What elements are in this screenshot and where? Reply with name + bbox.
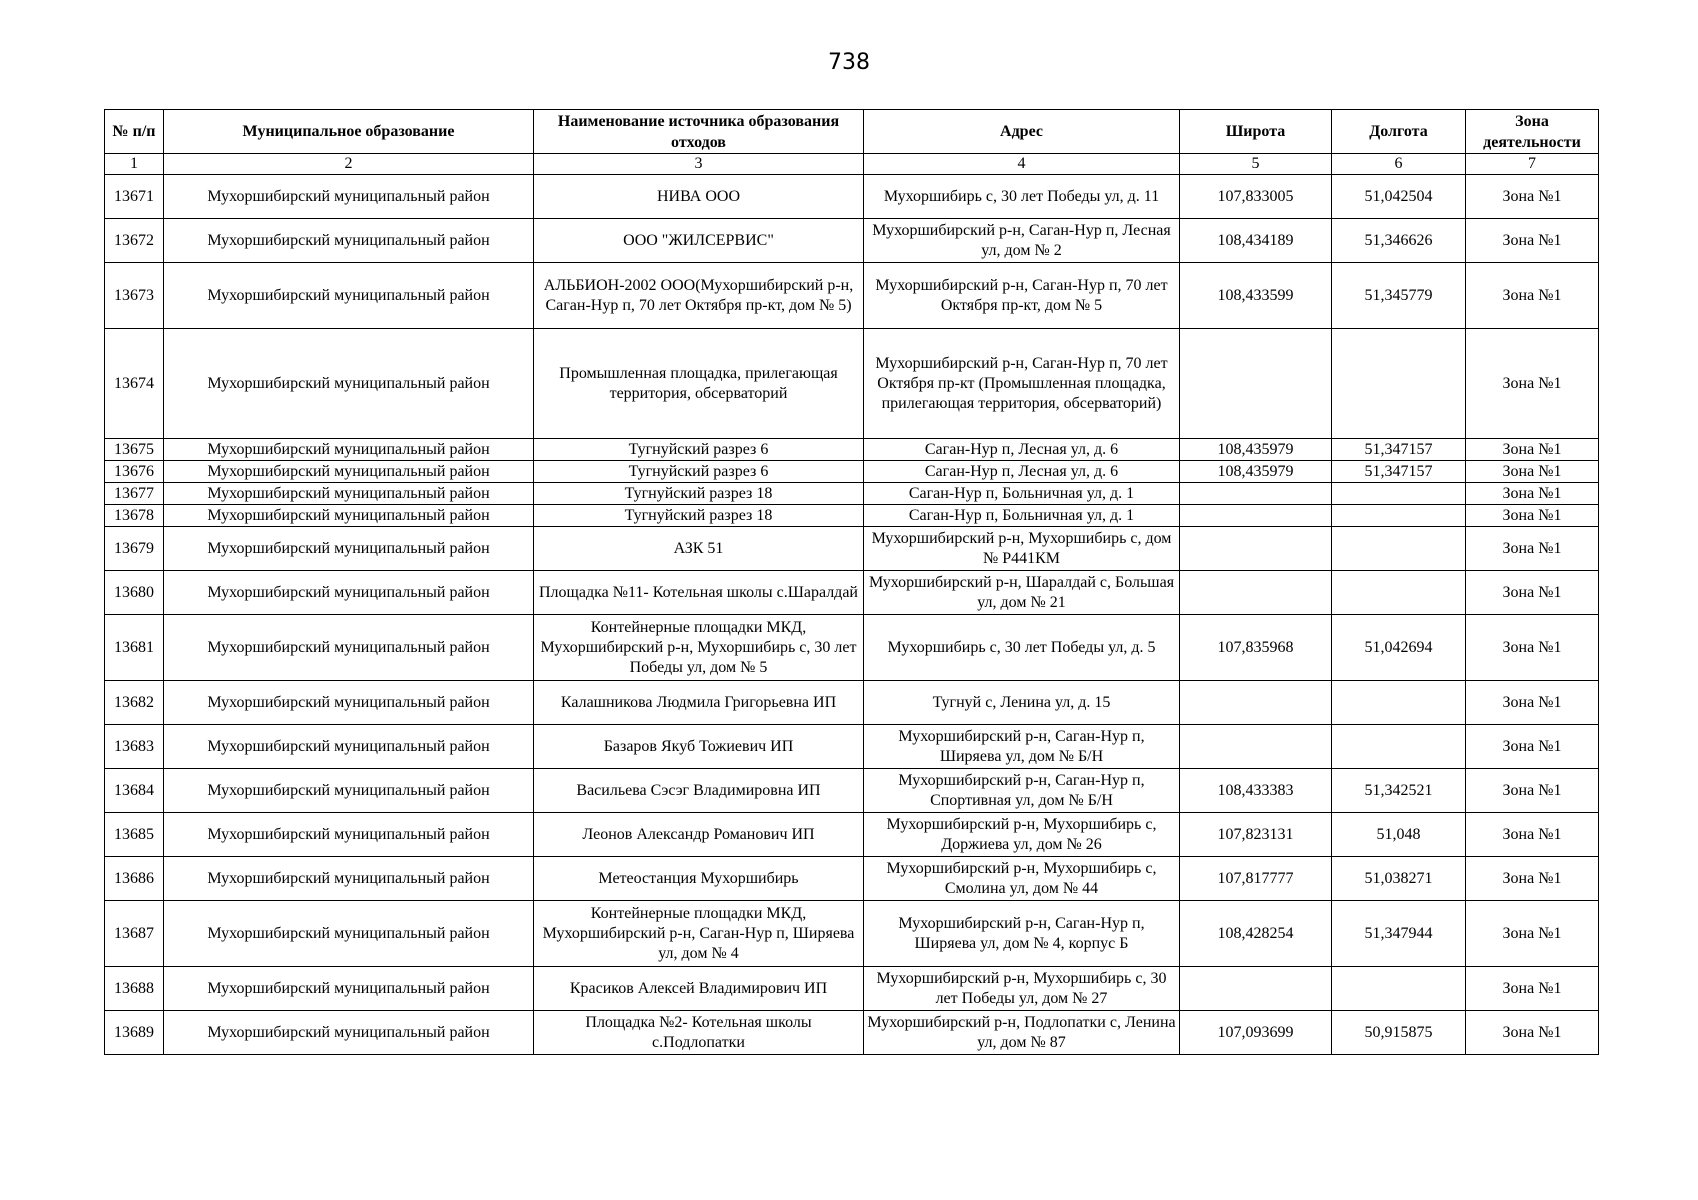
cell-latitude: 107,817777 [1180,857,1332,901]
cell-zone: Зона №1 [1466,1011,1599,1055]
cell-number: 13673 [105,263,164,329]
cell-source-name: Контейнерные площадки МКД, Мухоршибирский р-н, Саган-Нур п, Ширяева ул, дом № 4 [534,901,864,967]
cell-number: 13683 [105,725,164,769]
cell-zone: Зона №1 [1466,901,1599,967]
column-number: 2 [164,154,534,175]
cell-latitude: 108,435979 [1180,439,1332,461]
column-number: 4 [864,154,1180,175]
cell-municipality: Мухоршибирский муниципальный район [164,901,534,967]
cell-number: 13686 [105,857,164,901]
cell-source-name: Тугнуйский разрез 18 [534,505,864,527]
cell-number: 13682 [105,681,164,725]
cell-address: Мухоршибирский р-н, Саган-Нур п, Лесная ул, дом № 2 [864,219,1180,263]
table-row [105,901,1599,967]
cell-municipality: Мухоршибирский муниципальный район [164,1011,534,1055]
cell-longitude: 51,347157 [1332,439,1466,461]
column-number-row [105,154,1599,175]
cell-number: 13689 [105,1011,164,1055]
cell-zone: Зона №1 [1466,769,1599,813]
cell-municipality: Мухоршибирский муниципальный район [164,571,534,615]
cell-municipality: Мухоршибирский муниципальный район [164,769,534,813]
table-row [105,681,1599,725]
cell-source-name: АЛЬБИОН-2002 ООО(Мухоршибирский р-н, Саган-Нур п, 70 лет Октября пр-кт, дом № 5) [534,263,864,329]
header-cell-zone: Зона деятельности [1466,110,1599,154]
cell-source-name: Контейнерные площадки МКД, Мухоршибирский р-н, Мухоршибирь с, 30 лет Победы ул, дом № 5 [534,615,864,681]
cell-municipality: Мухоршибирский муниципальный район [164,263,534,329]
cell-number: 13671 [105,175,164,219]
cell-longitude [1332,527,1466,571]
cell-address: Саган-Нур п, Лесная ул, д. 6 [864,461,1180,483]
cell-address: Мухоршибирь с, 30 лет Победы ул, д. 5 [864,615,1180,681]
cell-municipality: Мухоршибирский муниципальный район [164,505,534,527]
column-number: 1 [105,154,164,175]
cell-latitude: 107,823131 [1180,813,1332,857]
header-cell-source-name: Наименование источника образования отходов [534,110,864,154]
cell-zone: Зона №1 [1466,813,1599,857]
header-cell-number: № п/п [105,110,164,154]
cell-address: Мухоршибирский р-н, Мухоршибирь с, Доржиева ул, дом № 26 [864,813,1180,857]
cell-latitude: 108,433383 [1180,769,1332,813]
cell-municipality: Мухоршибирский муниципальный район [164,439,534,461]
cell-latitude: 108,433599 [1180,263,1332,329]
cell-address: Тугнуй с, Ленина ул, д. 15 [864,681,1180,725]
cell-municipality: Мухоршибирский муниципальный район [164,483,534,505]
cell-latitude [1180,571,1332,615]
column-number: 5 [1180,154,1332,175]
cell-number: 13678 [105,505,164,527]
cell-address: Саган-Нур п, Лесная ул, д. 6 [864,439,1180,461]
cell-number: 13675 [105,439,164,461]
page-number: 738 [828,50,870,75]
cell-number: 13679 [105,527,164,571]
cell-longitude [1332,483,1466,505]
table-row [105,329,1599,439]
cell-source-name: ООО "ЖИЛСЕРВИС" [534,219,864,263]
waste-sources-table [104,109,1599,1055]
header-row [105,110,1599,154]
cell-source-name: Площадка №11- Котельная школы с.Шаралдай [534,571,864,615]
table-row [105,439,1599,461]
cell-source-name: Тугнуйский разрез 6 [534,439,864,461]
cell-number: 13672 [105,219,164,263]
cell-zone: Зона №1 [1466,175,1599,219]
table-row [105,769,1599,813]
cell-zone: Зона №1 [1466,461,1599,483]
cell-number: 13684 [105,769,164,813]
cell-zone: Зона №1 [1466,329,1599,439]
cell-address: Мухоршибирь с, 30 лет Победы ул, д. 11 [864,175,1180,219]
cell-source-name: НИВА ООО [534,175,864,219]
cell-number: 13685 [105,813,164,857]
cell-municipality: Мухоршибирский муниципальный район [164,461,534,483]
cell-municipality: Мухоршибирский муниципальный район [164,615,534,681]
cell-address: Саган-Нур п, Больничная ул, д. 1 [864,483,1180,505]
cell-longitude [1332,329,1466,439]
cell-number: 13677 [105,483,164,505]
cell-number: 13674 [105,329,164,439]
cell-latitude [1180,967,1332,1011]
cell-number: 13680 [105,571,164,615]
cell-source-name: Метеостанция Мухоршибирь [534,857,864,901]
cell-latitude [1180,329,1332,439]
header-cell-municipality: Муниципальное образование [164,110,534,154]
cell-source-name: АЗК 51 [534,527,864,571]
cell-longitude: 50,915875 [1332,1011,1466,1055]
cell-zone: Зона №1 [1466,857,1599,901]
cell-municipality: Мухоршибирский муниципальный район [164,329,534,439]
cell-number: 13676 [105,461,164,483]
cell-zone: Зона №1 [1466,483,1599,505]
cell-longitude [1332,725,1466,769]
cell-latitude: 107,833005 [1180,175,1332,219]
header-cell-address: Адрес [864,110,1180,154]
cell-address: Мухоршибирский р-н, Саган-Нур п, Ширяева ул, дом № Б/Н [864,725,1180,769]
table-row [105,1011,1599,1055]
cell-zone: Зона №1 [1466,725,1599,769]
table-body [105,175,1599,1055]
cell-zone: Зона №1 [1466,571,1599,615]
column-number: 3 [534,154,864,175]
cell-source-name: Площадка №2- Котельная школы с.Подлопатки [534,1011,864,1055]
column-number: 6 [1332,154,1466,175]
cell-zone: Зона №1 [1466,681,1599,725]
cell-municipality: Мухоршибирский муниципальный район [164,967,534,1011]
cell-source-name: Леонов Александр Романович ИП [534,813,864,857]
cell-zone: Зона №1 [1466,527,1599,571]
cell-number: 13687 [105,901,164,967]
cell-address: Мухоршибирский р-н, Мухоршибирь с, дом № Р441КМ [864,527,1180,571]
table-row [105,615,1599,681]
header-cell-latitude: Широта [1180,110,1332,154]
cell-latitude [1180,681,1332,725]
table-row [105,483,1599,505]
table-row [105,857,1599,901]
table-row [105,527,1599,571]
table-row [105,219,1599,263]
table-row [105,175,1599,219]
cell-source-name: Тугнуйский разрез 6 [534,461,864,483]
header-cell-longitude: Долгота [1332,110,1466,154]
cell-municipality: Мухоршибирский муниципальный район [164,219,534,263]
cell-source-name: Базаров Якуб Тожиевич ИП [534,725,864,769]
cell-latitude [1180,725,1332,769]
table-row [105,505,1599,527]
cell-longitude: 51,038271 [1332,857,1466,901]
table-row [105,263,1599,329]
cell-latitude: 108,435979 [1180,461,1332,483]
cell-longitude [1332,681,1466,725]
cell-longitude: 51,042504 [1332,175,1466,219]
cell-number: 13681 [105,615,164,681]
cell-address: Мухоршибирский р-н, Саган-Нур п, Ширяева ул, дом № 4, корпус Б [864,901,1180,967]
cell-longitude: 51,342521 [1332,769,1466,813]
cell-municipality: Мухоршибирский муниципальный район [164,725,534,769]
cell-municipality: Мухоршибирский муниципальный район [164,175,534,219]
table-row [105,461,1599,483]
table-row [105,813,1599,857]
cell-latitude: 107,093699 [1180,1011,1332,1055]
cell-municipality: Мухоршибирский муниципальный район [164,527,534,571]
cell-source-name: Тугнуйский разрез 18 [534,483,864,505]
cell-latitude: 108,434189 [1180,219,1332,263]
cell-longitude [1332,571,1466,615]
cell-latitude [1180,483,1332,505]
cell-zone: Зона №1 [1466,263,1599,329]
cell-longitude: 51,042694 [1332,615,1466,681]
cell-longitude [1332,505,1466,527]
table-row [105,967,1599,1011]
cell-longitude: 51,048 [1332,813,1466,857]
cell-zone: Зона №1 [1466,615,1599,681]
cell-longitude [1332,967,1466,1011]
cell-latitude: 107,835968 [1180,615,1332,681]
cell-address: Саган-Нур п, Больничная ул, д. 1 [864,505,1180,527]
cell-latitude: 108,428254 [1180,901,1332,967]
cell-longitude: 51,346626 [1332,219,1466,263]
column-number: 7 [1466,154,1599,175]
cell-address: Мухоршибирский р-н, Шаралдай с, Большая ул, дом № 21 [864,571,1180,615]
cell-source-name: Красиков Алексей Владимирович ИП [534,967,864,1011]
cell-address: Мухоршибирский р-н, Саган-Нур п, 70 лет Октября пр-кт (Промышленная площадка, прилегающая территория, обсерваторий) [864,329,1180,439]
cell-longitude: 51,347157 [1332,461,1466,483]
cell-municipality: Мухоршибирский муниципальный район [164,857,534,901]
cell-zone: Зона №1 [1466,505,1599,527]
cell-address: Мухоршибирский р-н, Мухоршибирь с, Смолина ул, дом № 44 [864,857,1180,901]
cell-source-name: Калашникова Людмила Григорьевна ИП [534,681,864,725]
cell-address: Мухоршибирский р-н, Мухоршибирь с, 30 лет Победы ул, дом № 27 [864,967,1180,1011]
cell-longitude: 51,347944 [1332,901,1466,967]
cell-number: 13688 [105,967,164,1011]
table-row [105,571,1599,615]
cell-municipality: Мухоршибирский муниципальный район [164,681,534,725]
cell-address: Мухоршибирский р-н, Подлопатки с, Ленина ул, дом № 87 [864,1011,1180,1055]
cell-zone: Зона №1 [1466,439,1599,461]
cell-address: Мухоршибирский р-н, Саган-Нур п, 70 лет Октября пр-кт, дом № 5 [864,263,1180,329]
cell-zone: Зона №1 [1466,967,1599,1011]
cell-longitude: 51,345779 [1332,263,1466,329]
cell-address: Мухоршибирский р-н, Саган-Нур п, Спортивная ул, дом № Б/Н [864,769,1180,813]
cell-source-name: Васильева Сэсэг Владимировна ИП [534,769,864,813]
cell-latitude [1180,527,1332,571]
table-row [105,725,1599,769]
cell-source-name: Промышленная площадка, прилегающая территория, обсерваторий [534,329,864,439]
cell-latitude [1180,505,1332,527]
cell-municipality: Мухоршибирский муниципальный район [164,813,534,857]
cell-zone: Зона №1 [1466,219,1599,263]
